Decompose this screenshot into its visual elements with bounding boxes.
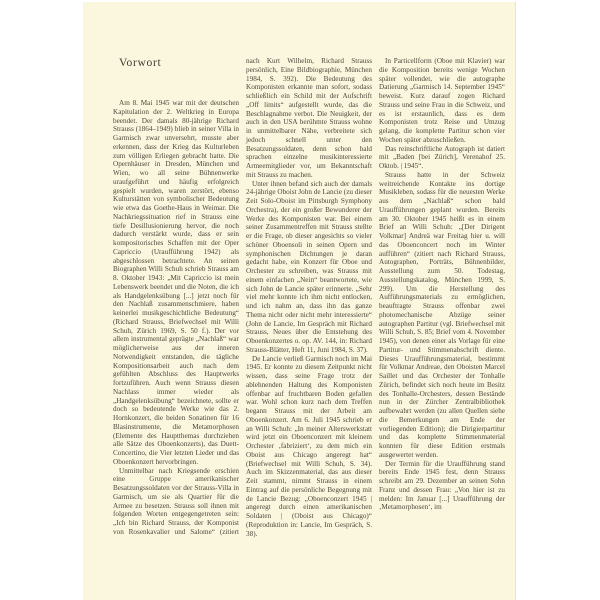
paragraph: Unter ihnen befand sich auch der damals 24-jährige Oboist John de Lancie (zu dieser Zeit Solo-Oboist im Pittsburgh Symphony Orchestra), der ein großer Bewunderer der Werke des Komponisten war. Bei einem seiner Zusammentreffen mit Strauss stellte er die Frage, ob dieser angesichts so vieler schöner Oboensoli in seinen Opern und symphonischen Dichtungen je daran gedacht habe, ein Konzert für Oboe und Orchester zu schreiben, was Strauss mit einem einfachen „Nein“ beantwortete, wie sich John de Lancie später erinnerte. „Sehr viel mehr konnte ich ihm nicht entlocken, und ich nahm an, dass ihn das ganze Thema nicht oder nicht mehr interessierte“ (John de Lancie, Im Gespräch mit Richard Strauss, Neues über die Entstehung des Oboenkonzertes o. op. AV. 144, in: Richard Strauss-Blätter, Heft 11, Juni 1984, S. 37).	[246, 179, 372, 354]
book-page	[83, 2, 516, 600]
page-title: Vorwort	[119, 57, 162, 69]
paragraph: Am 8. Mai 1945 war mit der deutschen Kapitulation der 2. Weltkrieg in Europa beendet. Der damals 80-jährige Richard Strauss (1864–1949) blieb in seiner Villa in Garmisch zwar unversehrt, musste aber erkennen, dass der Krieg das Kulturleben zum völligen Erliegen gebracht hatte. Die Opernhäuser in Dresden, München und Wien, wo all seine Bühnenwerke uraufgeführt und häufig erfolgreich gespielt wurden, waren zerstört, ebenso Kulturstätten von symbolischer Bedeutung wie etwa das Goethe-Haus in Weimar. Die Nachkriegssituation rief in Strauss eine tiefe Desillusionierung hervor, die noch dadurch verstärkt wurde, dass er sein kompositorisches Schaffen mit der Oper Capriccio (Uraufführung 1942) als abgeschlossen betrachtete. An seinen Biographen Willi Schuh schrieb Strauss am 8. Oktober 1943: „Mit Capriccio ist mein Lebenswerk beendet und die Noten, die ich als Handgelenksübung [...] jetzt noch für den Nachlaß zusammenschmiere, haben keinerlei musikgeschichtliche Bedeutung“ (Richard Strauss, Briefwechsel mit Willi Schuh, Zürich 1969, S. 50 f.). Der vor allem instrumental geprägte „Nachlaß“ war möglicherweise aus der inneren Notwendigkeit entstanden, die tägliche Kompositionsarbeit auch nach dem gefühlten Abschluss des Hauptwerks fortzuführen. Auch wenn Strauss diesen Nachlass immer wieder als „Handgelenksübung“ bezeichnete, sollte er doch so bedeutende Werke wie das 2. Hornkonzert, die beiden Sonatinen für 16 Blasinstrumente, die Metamorphosen (Elemente des Hauptthemas durchziehen alle Sätze des Oboenkonzerts), das Duett-Concertino, die Vier letzten Lieder und das Oboenkonzert hervorbringen.	[113, 99, 239, 466]
paragraph: De Lancie verließ Garmisch noch im Mai 1945. Er konnte zu diesem Zeitpunkt nicht wissen, dass seine Frage trotz der ablehnenden Haltung des Komponisten offenbar auf fruchtbaren Boden gefallen war. Wohl schon kurz nach dem Treffen begann Strauss mit der Arbeit am Oboenkonzert. Am 6. Juli 1945 schrieb er an Willi Schuh: „In meiner Alterswerkstatt wird jetzt ein Oboenconzert mit kleinem Orchester ‚fabriziert‘, zu dem mich ein Oboist aus Chicago angeregt hat“ (Briefwechsel mit Willi Schuh, S. 34). Auch im Skizzenmaterial, das aus dieser Zeit stammt, nimmt Strauss in einem Eintrag auf die persönliche Begegnung mit de Lancie Bezug: „Oboenconzert 1945 | angeregt durch einen amerikanischen Soldaten | (Oboist aus Chicago)“ (Reproduktion in: Lancie, Im Gespräch, S. 38).	[246, 354, 372, 538]
paragraph: Unmittelbar nach Kriegsende erschien eine Gruppe amerikanischer Besatzungssoldaten vor der Strauss-Villa in Garmisch, um sie als Quartier für die Armee zu besetzen. Strauss soll ihnen mit folgenden Worten entgegengetreten sein: „Ich bin Richard Strauss, der Komponist von Rosenkavalier und Salome“ (zitiert nach Kurt Wilhelm, Richard Strauss persönlich, Eine Bildbiographie, München 1984, S. 392). Die Bedeutung des Komponisten erkannte man sofort, sodass schließlich ein Schild mit der Aufschrift „Off limits“ aufgestellt wurde, das die Beschlagnahme verbot. Die Neuigkeit, der auch in den USA berühmte Strauss wohne in unmittelbarer Nähe, verbreitete sich jedoch schnell unter den Besatzungssoldaten, denn schon bald sprachen einzelne musikinteressierte Armeemitglieder vor, um Bekanntschaft mit Strauss zu machen.	[113, 57, 372, 536]
paragraph: Der Termin für die Uraufführung stand bereits Ende 1945 fest, denn Strauss schreibt am 29. Dezember an seinen Sohn Franz und dessen Frau: „Von hier ist zu melden: Im Januar [...] Uraufführung der ‚Metamorphosen‘, im	[379, 459, 505, 512]
paragraph: In Particellform (Oboe mit Klavier) war die Komposition bereits wenige Wochen später vollendet, wie die autographe Datierung „Garmisch 14. September 1945“ beweist. Kurz darauf zogen Richard Strauss und seine Frau in die Schweiz, und es ist erstaunlich, dass es dem Komponisten trotz Reise und Umzug gelang, die komplette Partitur schon vier Wochen später abzuschließen.	[379, 57, 505, 144]
text-columns	[113, 57, 505, 543]
text-block	[113, 57, 505, 543]
paragraph: Das reinschriftliche Autograph ist datiert mit „Baden [bei Zürich], Verenahof 25. Oktob. | 1945“.	[379, 144, 505, 170]
paragraph: Strauss hatte in der Schweiz weitreichende Kontakte ins dortige Musikleben, sodass für die neuesten Werke aus dem „Nachlaß“ schon bald Uraufführungen geplant wurden. Bereits am 30. Oktober 1945 heißt es in einem Brief an Willi Schuh: „[Der Dirigent Volkmar] Andreä war Freitag hier u. will das Oboenconcert noch im Winter aufführen“ (zitiert nach Richard Strauss, Autographen, Porträts, Bühnenbilder, Ausstellung zum 50. Todestag, Ausstellungskatalog, München 1999, S. 299). Um die Herstellung des Aufführungsmaterials zu ermöglichen, beauftragte Strauss offenbar zwei photomechanische Abzüge seiner autographen Partitur (vgl. Briefwechsel mit Willi Schuh, S. 85; Brief vom 4. November 1945), von denen einer als Vorlage für eine Partitur- und Stimmenabschrift diente. Dieses Uraufführungsmaterial, bestimmt für Volkmar Andreae, den Oboisten Marcel Saillet und das Orchester der Tonhalle Zürich, befindet sich noch heute im Besitz des Tonhalle-Orchesters, dessen Bestände nun in der Zürcher Zentralbibliothek aufbewahrt werden (zu allen Quellen siehe die Bemerkungen am Ende der vorliegenden Edition); die Dirigierpartitur und das komplette Stimmenmaterial konnten für diese Edition erstmals ausgewertet werden.	[379, 170, 505, 459]
